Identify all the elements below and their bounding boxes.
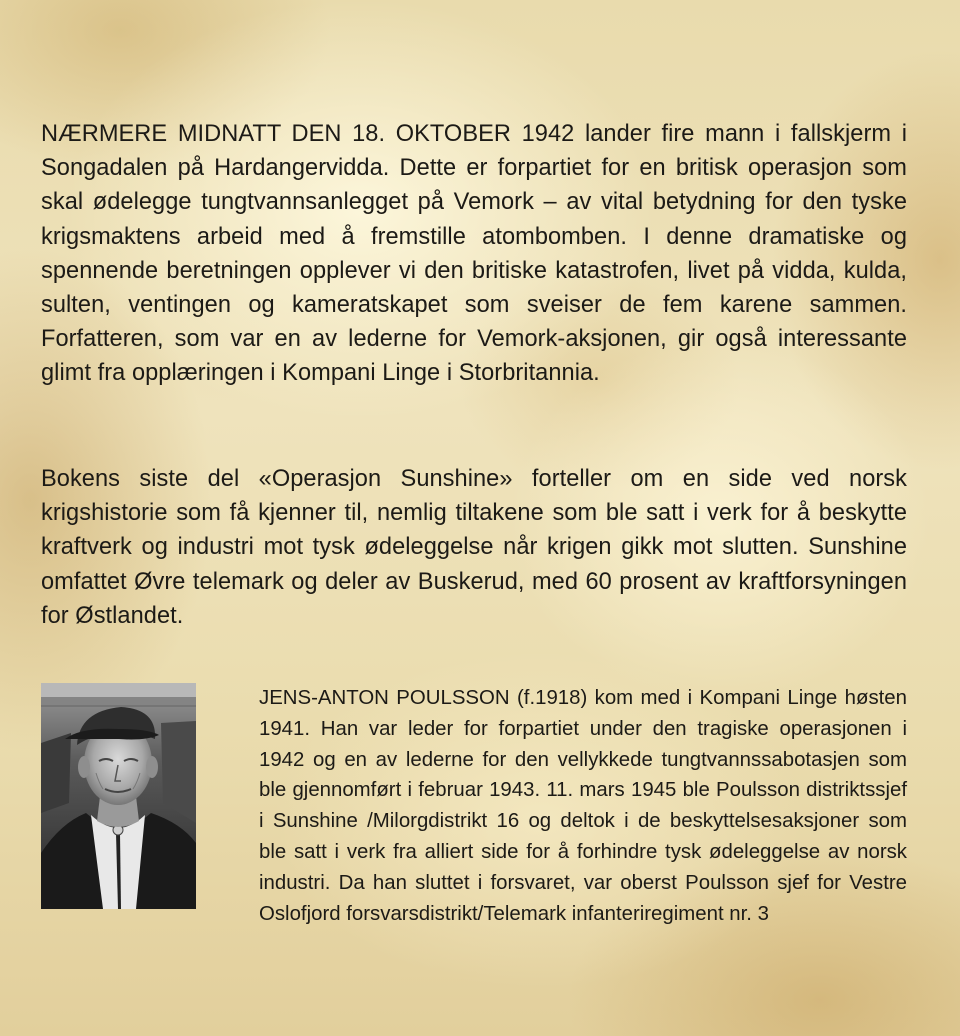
portrait-drawing	[41, 683, 196, 909]
author-bio: JENS-ANTON POULSSON (f.1918) kom med i Kompani Linge høsten 1941. Han var leder for forpartiet under den tragiske operasjonen i 1942 og en av lederne for den vellykkede tungtvannssabotasjen som ble gjennomført i februar 1943. 11. mars 1945 ble Poulsson distriktssjef i Sunshine /Milorgdistrikt 16 og deltok i de beskyttelsesaksjoner som ble satt i verk fra alliert side for å forhindre tysk ødeleggelse av norsk industri. Da han sluttet i forsvaret, var oberst Poulsson sjef for Vestre Oslofjord forsvarsdistrikt/Telemark infanteriregiment nr. 3	[259, 687, 907, 925]
author-portrait-photo	[41, 683, 196, 909]
author-section	[41, 683, 907, 993]
description-paragraph-1: NÆRMERE MIDNATT DEN 18. OKTOBER 1942 lander fire mann i fallskjerm i Songadalen på Hardangervidda. Dette er forpartiet for en britisk operasjon som skal ødelegge tungtvannsanlegget på Vemork – av vital betydning for den tyske krigsmaktens arbeid med å fremstille atombomben. I denne dramatiske og spennende beretningen opplever vi den britiske katastrofen, livet på vidda, kulda, sulten, ventingen og kameratskapet som sveiser de fem karene sammen. Forfatteren, som var en av lederne for Vemork-aksjonen, gir også interessante glimt fra opplæringen i Kompani Linge i Storbritannia.	[41, 121, 907, 387]
description-paragraph-2: Bokens siste del «Operasjon Sunshine» forteller om en side ved norsk krigshistorie som få kjenner til, nemlig tiltakene som ble satt i verk for å beskytte kraftverk og industri mot tysk ødeleggelse når krigen gikk mot slutten. Sunshine omfattet Øvre telemark og deler av Buskerud, med 60 prosent av kraftforsyningen for Østlandet.	[41, 466, 907, 629]
